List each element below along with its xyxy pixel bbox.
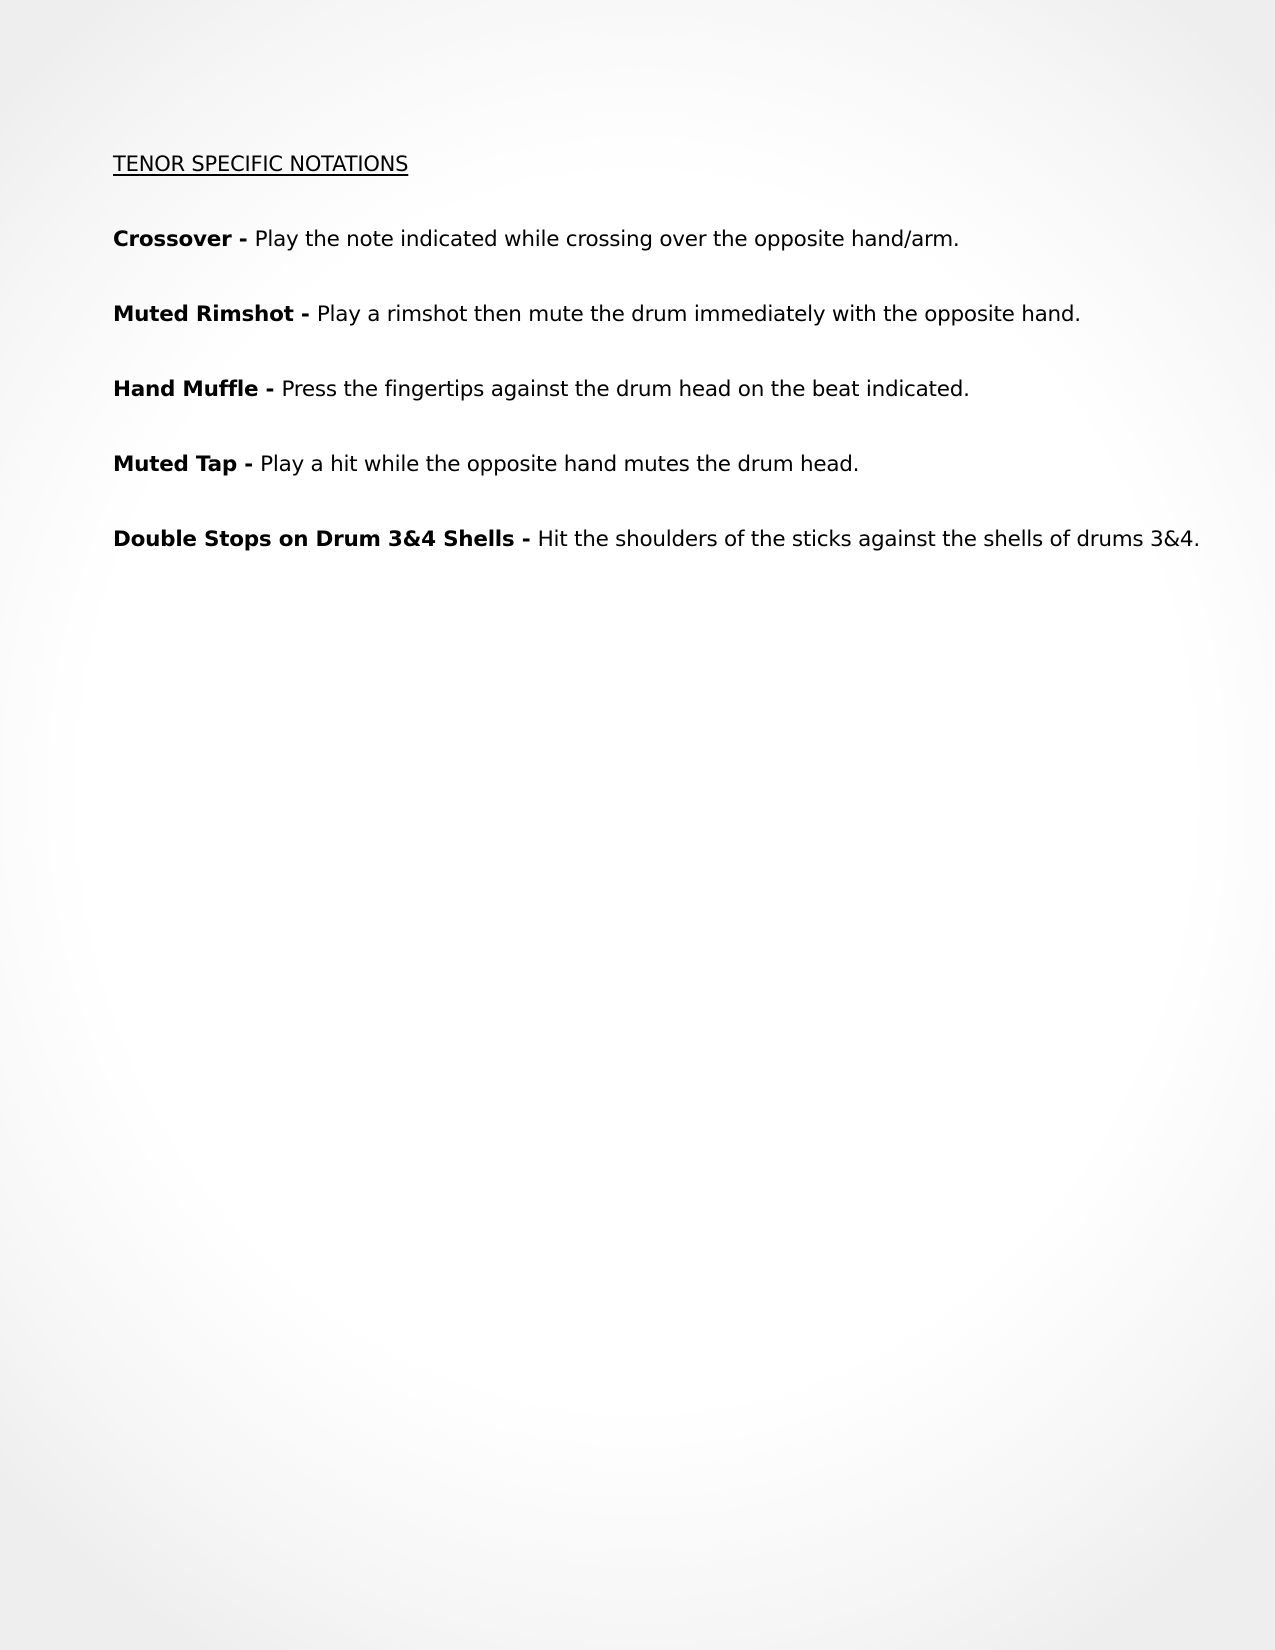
definition-text: Hit the shoulders of the sticks against the shells of drums 3&4. xyxy=(537,527,1200,552)
definition-muted-tap xyxy=(113,452,1243,527)
definition-term: Muted Tap xyxy=(113,452,237,477)
definition-separator: - xyxy=(236,452,261,477)
definition-term: Hand Muffle xyxy=(113,377,259,402)
definition-separator: - xyxy=(258,377,282,402)
section-heading: TENOR SPECIFIC NOTATIONS xyxy=(113,152,409,176)
definition-crossover xyxy=(113,227,1243,302)
definition-separator: - xyxy=(231,227,255,252)
definition-text: Press the fingertips against the drum head on the beat indicated. xyxy=(281,377,970,402)
definition-text: Play a rimshot then mute the drum immediately with the opposite hand. xyxy=(316,302,1081,327)
definition-term: Muted Rimshot xyxy=(113,302,294,327)
definition-text: Play the note indicated while crossing over the opposite hand/arm. xyxy=(254,227,960,252)
definition-text: Play a hit while the opposite hand mutes the drum head. xyxy=(260,452,860,477)
definition-hand-muffle xyxy=(113,377,1243,452)
definition-separator: - xyxy=(293,302,317,327)
definition-term: Crossover xyxy=(113,227,232,252)
definition-term: Double Stops on Drum 3&4 Shells xyxy=(113,527,515,552)
definition-double-stops xyxy=(113,527,1243,602)
definition-muted-rimshot xyxy=(113,302,1243,377)
notation-definitions-list xyxy=(113,227,1243,602)
definition-separator: - xyxy=(514,527,538,552)
